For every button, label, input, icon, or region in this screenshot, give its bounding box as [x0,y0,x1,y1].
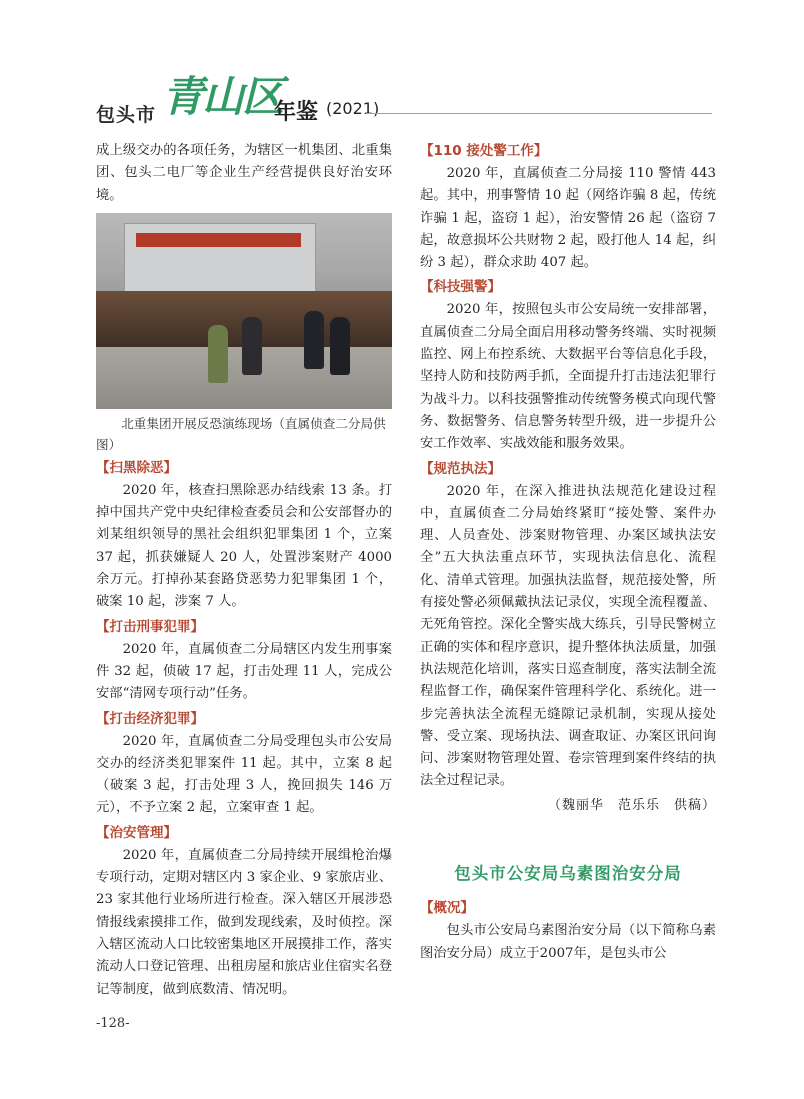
photo-banner [136,233,301,247]
left-column [96,140,392,1003]
header-city: 包头市 [96,104,157,126]
page-number: -128- [96,1016,130,1031]
overview-text: 包头市公安局乌素图治安分局（以下简称乌素图治安分局）成立于2007年，是包头市公 [420,923,716,961]
section-text: 2020 年，在深入推进执法规范化建设过程中，直属侦查二分局始终紧盯“接处警、案件办理、人员查处、涉案财物管理、办案区域执法安全”五大执法重点环节，实现执法信息化、流程化、清单式管理。加强执法监督，规范接处警，所有接处警必须佩戴执法记录仪，实现全流程覆盖、无死角管控。深化全警实战大练兵，引导民警树立正确的实体和程序意识，提升整体执法质量，加强执法规范化培训，落实日巡查制度，落实法制全流程监督工作，确保案件管理科学化、系统化。进一步完善执法全流程无缝隙记录机制，实现从接处警、受立案、现场执法、调查取证、办案区讯问询问、涉案财物管理处置、卷宗管理到案件终结的执法全过程记录。 [420,483,716,789]
section-text: 2020 年，按照包头市公安局统一安排部署，直属侦查二分局全面启用移动警务终端、实时视频监控、网上布控系统、大数据平台等信息化手段，坚持人防和技防两手抓，全面提升打击违法犯罪行为战斗力。以科技强警推动传统警务模式向现代警务、数据警务、信息警务转型升级，进一步提升公安工作效率、实战效能和服务效果。 [420,302,716,452]
intro-paragraph: 成上级交办的各项任务，为辖区一机集团、北重集团、包头二电厂等企业生产经营提供良好治安环境。 [96,143,392,203]
section-text: 2020 年，核查扫黑除恶办结线索 13 条。打掉中国共产党中央纪律检查委员会和公安部督办的刘某组织领导的黑社会组织犯罪集团 1 个，立案 37 起，抓获嫌疑人 20 人，处置涉案财产 4000 余万元。打掉孙某套路贷恶势力犯罪集团 1 个，破案 10 起，涉案 7 人。 [96,482,392,610]
header-year: (2021) [326,99,380,118]
photo-figure [208,325,228,383]
section-heading: 【110 接处警工作】 [420,143,548,159]
photo-caption: 北重集团开展反恐演练现场（直属侦查二分局供图） [96,415,386,452]
photo-figure [330,317,350,375]
section-text: 2020 年，直属侦查二分局辖区内发生刑事案件 32 起，侦破 17 起，打击处理 11 人，完成公安部“清网专项行动”任务。 [96,641,392,702]
section-heading: 【规范执法】 [420,460,501,477]
photo-figure [242,317,262,375]
section-heading: 【科技强警】 [420,279,501,296]
section-heading: 【扫黑除恶】 [96,459,177,476]
overview-heading: 【概况】 [420,900,474,917]
counter-terror-drill-photo [96,213,392,409]
section-heading: 【打击经济犯罪】 [96,710,204,727]
header-rule [366,113,712,114]
header-book: 年鉴 [274,100,319,125]
new-section-title: 包头市公安局乌素图治安分局 [454,864,682,884]
section-text: 2020 年，直属侦查二分局受理包头市公安局交办的经济类犯罪案件 11 起。其中，立案 8 起（破案 3 起，打击处理 3 人，挽回损失 146 万元），不予立案 2 起，立案审查 1 起。 [96,733,392,816]
photo-figure [304,311,324,369]
header-district: 青山区 [162,72,283,121]
author-credit: （魏丽华 范乐乐 供稿） [547,797,716,813]
section-text: 2020 年，直属侦查二分局接 110 警情 443 起。其中，刑事警情 10 起（网络诈骗 8 起，传统诈骗 1 起，盗窃 1 起），治安警情 26 起（盗窃 7 起，故意损坏公共财物 2 起，殴打他人 14 起，纠纷 3 起），群众求助 407 起。 [420,166,716,271]
section-heading: 【治安管理】 [96,824,177,841]
page-header [96,62,712,126]
section-heading: 【打击刑事犯罪】 [96,618,204,635]
section-text: 2020 年，直属侦查二分局持续开展缉枪治爆专项行动，定期对辖区内 3 家企业、9 家旅店业、23 家其他行业场所进行检查。深入辖区开展涉恐情报线索摸排工作，做到发现线索，及时侦控。深入辖区流动人口比较密集地区开展摸排工作，落实流动人口登记管理、出租房屋和旅店业住宿实名登记等制度，做到底数清、情况明。 [96,847,392,997]
right-column [420,140,716,967]
